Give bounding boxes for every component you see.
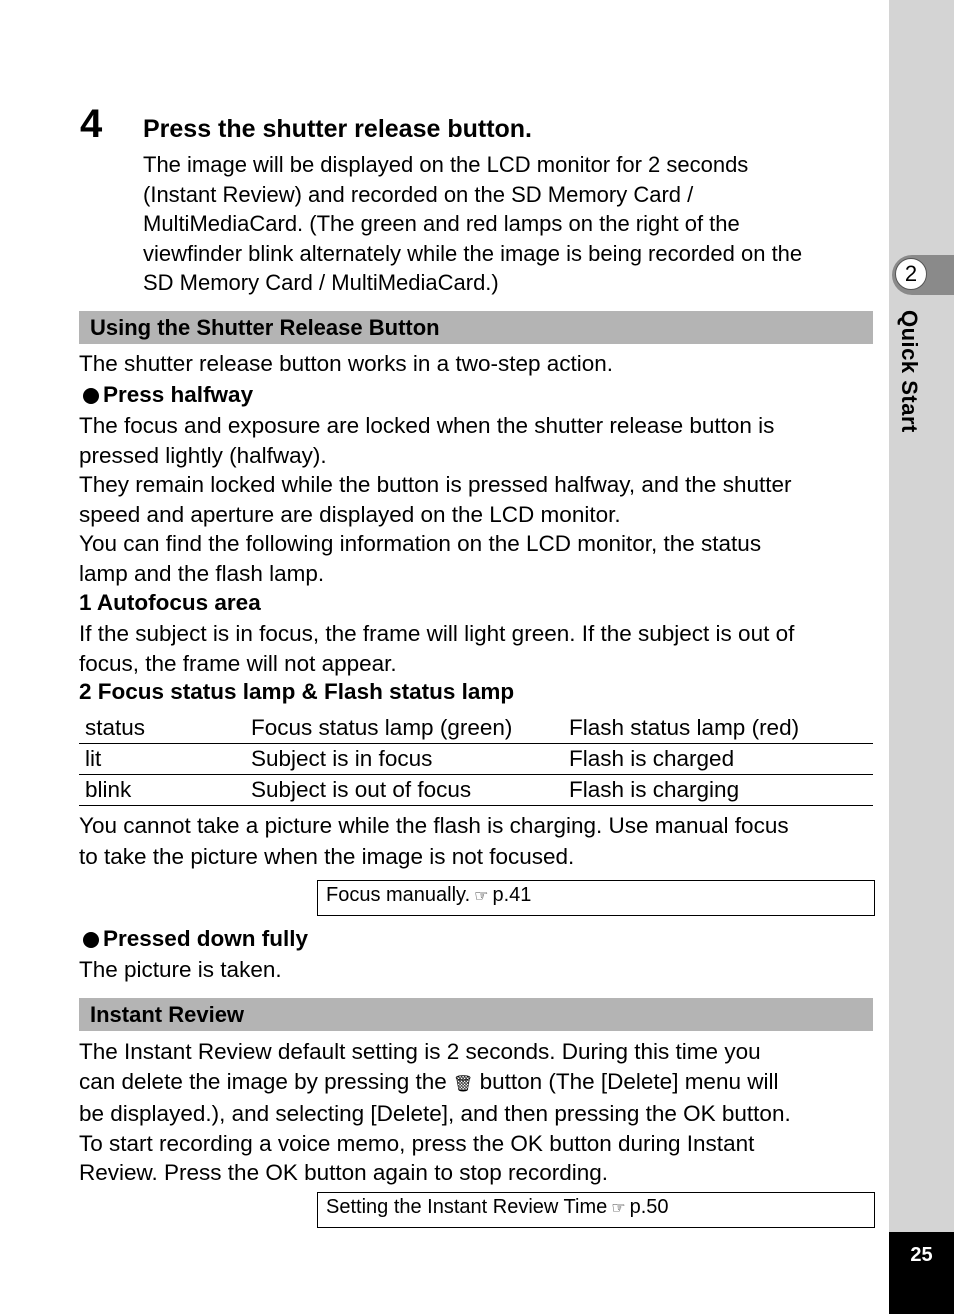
table-header: Focus status lamp (green) xyxy=(251,715,513,740)
step-title: Press the shutter release button. xyxy=(143,115,533,143)
table-cell: blink xyxy=(85,777,132,802)
step-body-line: SD Memory Card / MultiMediaCard.) xyxy=(143,270,499,295)
paragraph-line: pressed lightly (halfway). xyxy=(79,442,327,468)
table-cell: Flash is charged xyxy=(569,746,735,771)
table-header: status xyxy=(85,715,146,740)
table-cell: Subject is in focus xyxy=(251,746,433,771)
autofocus-body xyxy=(79,619,879,678)
table-row xyxy=(79,744,873,775)
section-heading-shutter: Using the Shutter Release Button xyxy=(79,311,873,344)
step-body-line: MultiMediaCard. (The green and red lamps on the right of the xyxy=(143,211,740,236)
page-number: 25 xyxy=(889,1232,954,1314)
section-heading-instant-review: Instant Review xyxy=(79,998,873,1031)
paragraph-line: To start recording a voice memo, press the OK button during Instant xyxy=(79,1130,755,1156)
shutter-intro: The shutter release button works in a two-step action. xyxy=(79,351,614,376)
lamps-note xyxy=(79,810,879,872)
paragraph-line: You can find the following information on the LCD monitor, the status xyxy=(79,531,762,556)
reference-box-review-time[interactable] xyxy=(317,1192,875,1228)
instant-review-body xyxy=(79,1037,879,1188)
table-cell: Subject is out of focus xyxy=(251,777,472,802)
table-cell: lit xyxy=(85,746,102,771)
press-halfway-heading xyxy=(79,380,879,410)
table-header: Flash status lamp (red) xyxy=(569,715,800,740)
table-row xyxy=(79,775,873,806)
reference-page-link[interactable]: p.50 xyxy=(629,1196,669,1218)
chapter-sidebar xyxy=(889,0,954,1314)
press-halfway-body xyxy=(79,411,879,588)
reference-text: Setting the Instant Review Time xyxy=(326,1196,608,1218)
reference-hand-icon: ☞ xyxy=(611,1200,626,1217)
table-header-row xyxy=(79,713,873,744)
paragraph-line: focus, the frame will not appear. xyxy=(79,650,397,676)
paragraph-line xyxy=(79,1067,879,1100)
step-body xyxy=(143,150,873,298)
lamps-heading: 2 Focus status lamp & Flash status lamp xyxy=(79,679,515,704)
paragraph-text: can delete the image by pressing the xyxy=(79,1068,447,1094)
paragraph-line: If the subject is in focus, the frame will light green. If the subject is out of xyxy=(79,621,795,646)
pressed-fully-heading xyxy=(79,924,879,954)
autofocus-heading: 1 Autofocus area xyxy=(79,590,261,615)
chapter-title: Quick Start xyxy=(897,310,922,433)
trash-icon: 🗑 xyxy=(453,1075,474,1093)
chapter-number: 2 xyxy=(895,258,927,290)
paragraph-line: Review. Press the OK button again to stop recording. xyxy=(79,1160,609,1185)
paragraph-line: The Instant Review default setting is 2 seconds. During this time you xyxy=(79,1039,761,1064)
reference-page-link[interactable]: p.41 xyxy=(492,884,532,906)
pressed-fully-body: The picture is taken. xyxy=(79,957,282,982)
paragraph-line: They remain locked while the button is pressed halfway, and the shutter xyxy=(79,472,792,497)
bullet-icon xyxy=(83,388,99,404)
paragraph-line: lamp and the flash lamp. xyxy=(79,560,325,586)
reference-box-focus[interactable] xyxy=(317,880,875,916)
table-cell: Flash is charging xyxy=(569,777,740,802)
paragraph-line: to take the picture when the image is not focused. xyxy=(79,844,575,869)
step-number: 4 xyxy=(80,102,103,146)
step-body-line: (Instant Review) and recorded on the SD Memory Card / xyxy=(143,181,694,207)
pressed-fully-label: Pressed down fully xyxy=(103,926,309,951)
step-body-line: viewfinder blink alternately while the image is being recorded on the xyxy=(143,240,803,266)
paragraph-line: be displayed.), and selecting [Delete], and then pressing the OK button. xyxy=(79,1101,791,1126)
reference-hand-icon: ☞ xyxy=(474,888,489,905)
paragraph-text: button (The [Delete] menu will xyxy=(479,1068,779,1094)
step-body-line: The image will be displayed on the LCD monitor for 2 seconds xyxy=(143,152,749,177)
paragraph-line: The focus and exposure are locked when the shutter release button is xyxy=(79,413,775,438)
reference-text: Focus manually. xyxy=(326,884,471,906)
press-halfway-label: Press halfway xyxy=(103,382,254,407)
bullet-icon xyxy=(83,932,99,948)
paragraph-line: You cannot take a picture while the flash is charging. Use manual focus xyxy=(79,813,789,838)
status-lamp-table xyxy=(79,713,873,806)
paragraph-line: speed and aperture are displayed on the LCD monitor. xyxy=(79,501,621,527)
